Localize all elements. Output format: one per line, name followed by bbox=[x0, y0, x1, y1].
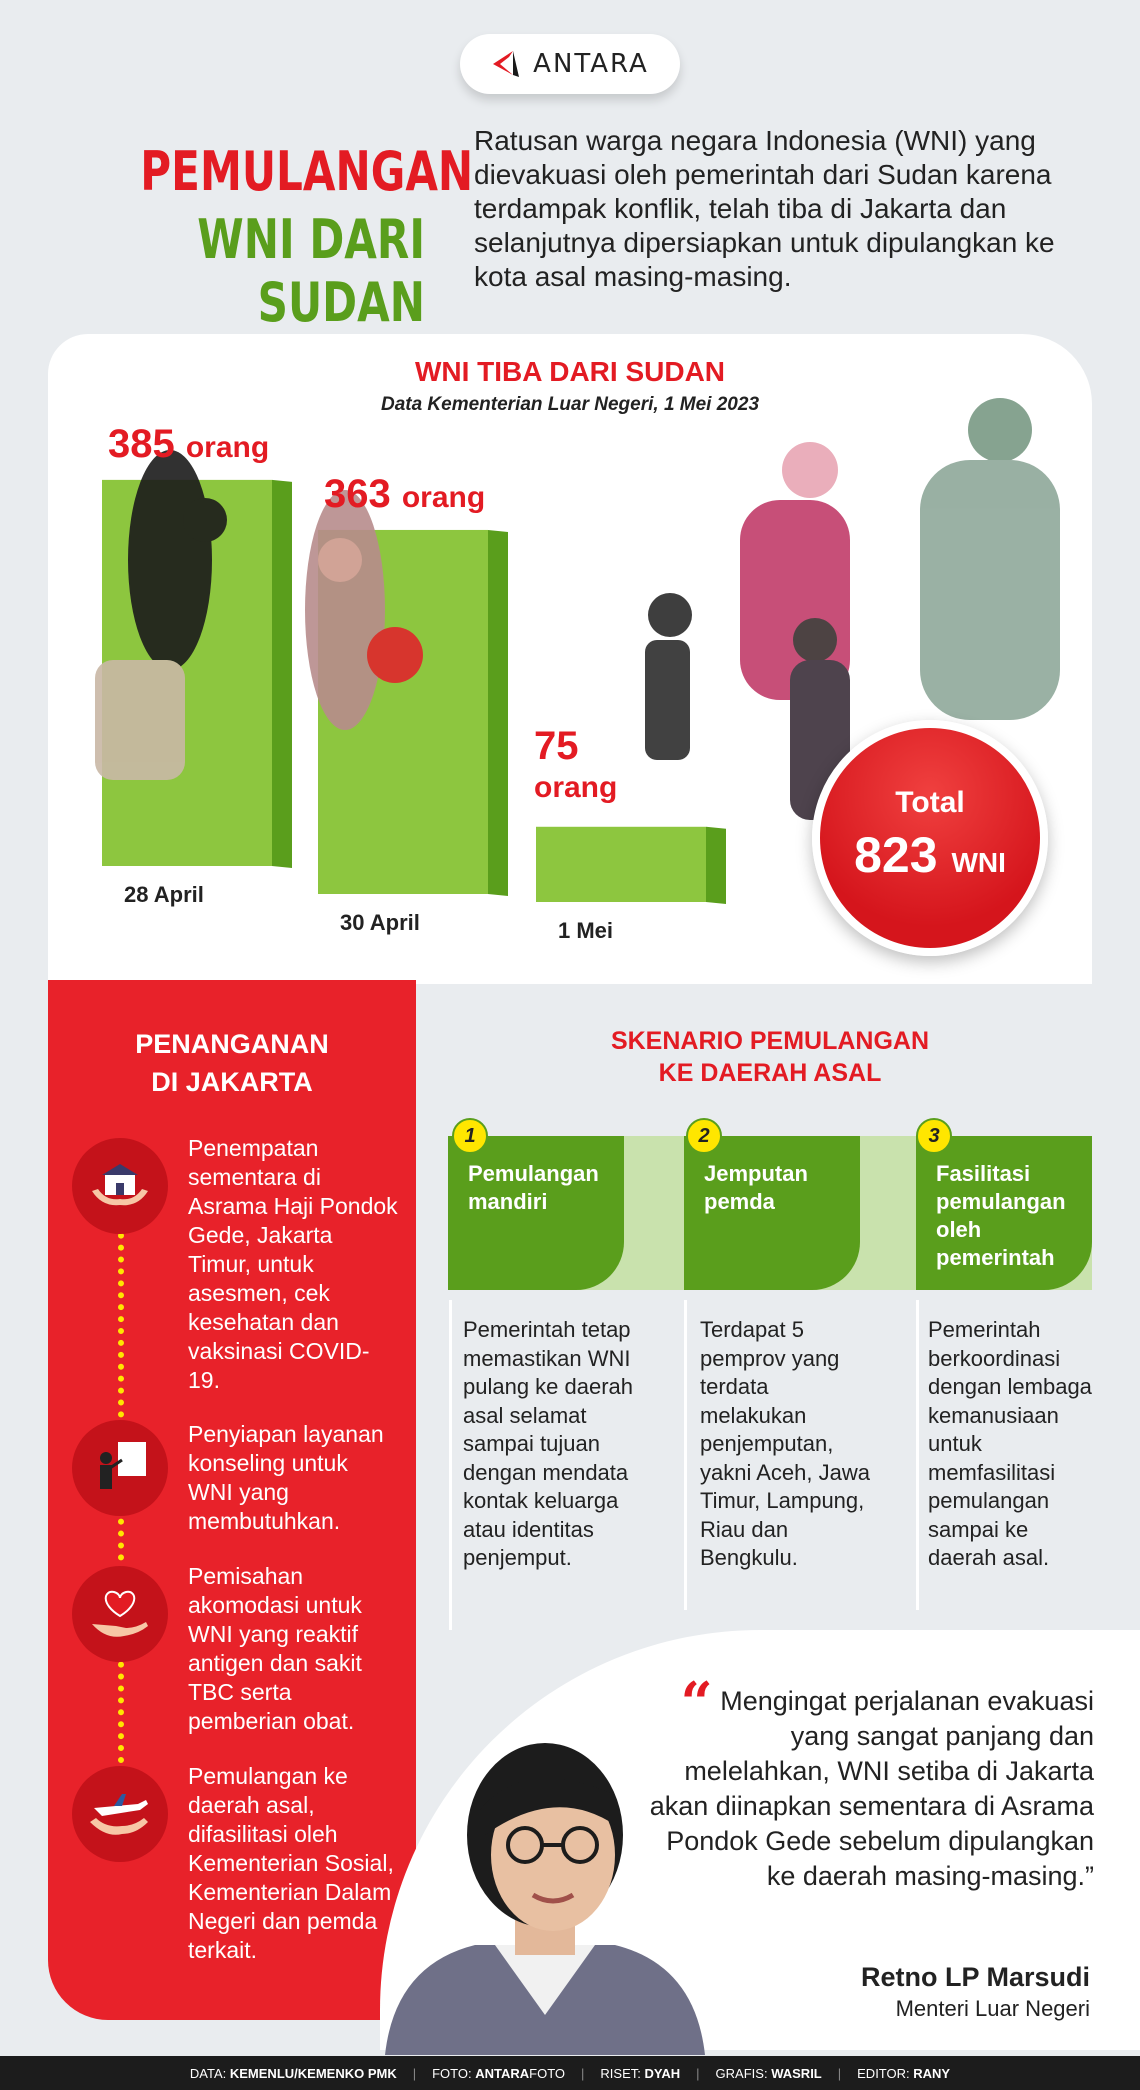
scenario-2-body: Terdapat 5 pemprov yang terdata melakukan penjemputan, yakni Aceh, Jawa Timur, Lampung, Riau dan Bengkulu. bbox=[700, 1317, 870, 1570]
scenario-1-body: Pemerintah tetap memastikan WNI pulang ke daerah asal selamat sampai tujuan dengan mendata kontak keluarga atau identitas penjemput. bbox=[463, 1317, 634, 1570]
bar-side bbox=[272, 480, 292, 868]
heart-in-hand-icon bbox=[72, 1566, 168, 1662]
credit-editor: EDITOR: RANY bbox=[857, 2065, 951, 2081]
chart-subtitle: Data Kementerian Luar Negeri, 1 Mei 2023 bbox=[380, 394, 760, 415]
total-badge bbox=[812, 720, 1048, 956]
credit-foto: FOTO: ANTARAFOTO bbox=[432, 2065, 566, 2081]
jakarta-panel-title: PENANGANAN DI JAKARTA bbox=[135, 1029, 329, 1097]
scenario-title: SKENARIO PEMULANGAN KE DAERAH ASAL bbox=[610, 1027, 930, 1087]
credits-footer: DATA: KEMENLU/KEMENKO PMK | FOTO: ANTARAFOTO | RISET: DYAH | GRAFIS: WASRIL | EDITOR: RANY bbox=[0, 2056, 1140, 2090]
credit-data: DATA: KEMENLU/KEMENKO PMK bbox=[189, 2065, 397, 2081]
scenario-2-number: 2 bbox=[686, 1118, 722, 1154]
building-in-hands-icon bbox=[72, 1138, 168, 1234]
bar-value-label: 363 orang bbox=[324, 471, 486, 516]
quote-mark-icon: “ bbox=[680, 1670, 713, 1736]
scenario-3-number: 3 bbox=[916, 1118, 952, 1154]
scenario-divider bbox=[449, 1300, 452, 1630]
bar bbox=[536, 827, 706, 902]
logo-text: ANTARA bbox=[533, 49, 649, 79]
jakarta-item-2-text: Penyiapan layanan konseling untuk WNI yang membutuhkan. bbox=[188, 1421, 384, 1534]
scenario-3-head: Fasilitasi pemulangan oleh pemerintah bbox=[916, 1136, 1092, 1290]
counseling-board-icon bbox=[72, 1420, 168, 1516]
bar-side bbox=[488, 530, 508, 896]
bar-category-label: 28 April bbox=[124, 882, 204, 907]
quote-text: “ Mengingat perjalanan evakuasi yang sangat panjang dan melelahkan, WNI setiba di Jakarta akan diinapkan sementara di Asrama Pondok Gede sebelum dipulangkan ke daerah masing-masing.” bbox=[649, 1670, 1094, 1891]
total-label: Total bbox=[895, 786, 965, 819]
scenario-2-head: Jemputan pemda bbox=[684, 1136, 860, 1290]
bar-category-label: 1 Mei bbox=[558, 918, 614, 943]
bar-category-label: 30 April bbox=[340, 910, 420, 935]
chart-title: WNI TIBA DARI SUDAN bbox=[414, 356, 726, 387]
credit-grafis: GRAFIS: WASRIL bbox=[715, 2065, 822, 2081]
scenario-divider bbox=[684, 1300, 687, 1610]
airplane-in-hands-icon bbox=[72, 1766, 168, 1862]
bar-value-label: 75 orang bbox=[534, 723, 618, 804]
credit-riset: RISET: DYAH bbox=[600, 2065, 681, 2081]
bar-value-label: 385 orang bbox=[108, 421, 270, 466]
intro-paragraph: Ratusan warga negara Indonesia (WNI) yang dievakuasi oleh pemerintah dari Sudan karena terdampak konflik, telah tiba di Jakarta dan selanjutnya dipersiapkan untuk dipulangkan ke kota asal masing-masing. bbox=[474, 125, 1055, 292]
jakarta-item-1-text: Penempatan sementara di Asrama Haji Pondok Gede, Jakarta Timur, untuk asesmen, cek kesehatan dan vaksinasi COVID-19. bbox=[188, 1135, 398, 1393]
scenario-divider bbox=[916, 1300, 919, 1610]
quote-author: Retno LP Marsudi bbox=[860, 1962, 1090, 1992]
total-value: 823 WNI bbox=[854, 827, 1006, 883]
scenario-1-number: 1 bbox=[452, 1118, 488, 1154]
quote-author-role: Menteri Luar Negeri bbox=[895, 1996, 1090, 2021]
bar-side bbox=[706, 827, 726, 904]
page-title-line1: PEMULANGAN bbox=[140, 140, 474, 203]
jakarta-item-3-text: Pemisahan akomodasi untuk WNI yang reaktif antigen dan sakit TBC serta pemberian obat. bbox=[188, 1563, 362, 1734]
scenario-3-body: Pemerintah berkoordinasi dengan lembaga kemanusiaan untuk memfasilitasi pemulangan sampai ke daerah asal. bbox=[928, 1317, 1092, 1570]
page-title-line2: WNI DARI SUDAN bbox=[197, 208, 425, 334]
scenario-1-head: Pemulangan mandiri bbox=[448, 1136, 624, 1290]
jakarta-item-4-text: Pemulangan ke daerah asal, difasilitasi oleh Kementerian Sosial, Kementerian Dalam Negeri dan pemda terkait. bbox=[188, 1763, 394, 1963]
